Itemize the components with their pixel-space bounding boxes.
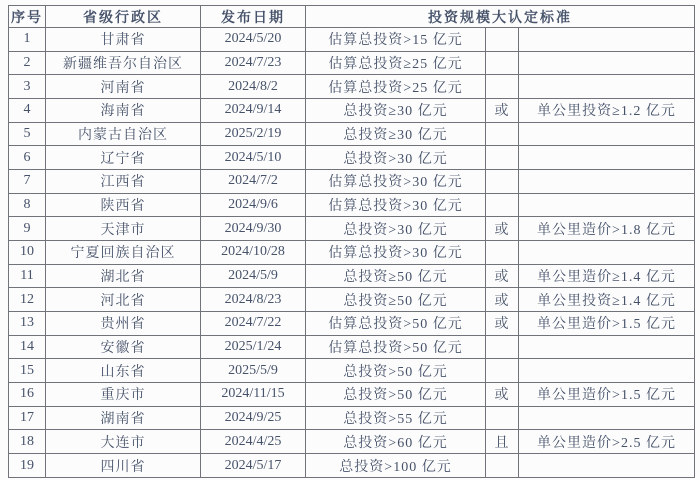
cell-serial: 19: [9, 454, 46, 478]
cell-criteria-alt: [519, 122, 695, 146]
table-row: [9, 193, 695, 217]
cell-criteria-alt: [519, 146, 695, 170]
cell-region: 安徽省: [46, 335, 201, 359]
cell-criteria-alt: 单公里投资≥1.4 亿元: [519, 288, 695, 312]
cell-criteria-main: 总投资≥50 亿元: [306, 264, 486, 288]
table-header: [9, 6, 695, 28]
cell-serial: 13: [9, 312, 46, 336]
cell-serial: 8: [9, 193, 46, 217]
cell-region: 大连市: [46, 430, 201, 454]
cell-conjunction: 或: [486, 312, 519, 336]
table-row: [9, 28, 695, 52]
cell-serial: 10: [9, 241, 46, 265]
table-row: [9, 122, 695, 146]
cell-date: 2024/7/22: [201, 312, 306, 336]
cell-criteria-main: 总投资>50 亿元: [306, 383, 486, 407]
header-row: [9, 6, 695, 28]
cell-criteria-main: 总投资≥30 亿元: [306, 99, 486, 123]
cell-date: 2025/2/19: [201, 122, 306, 146]
cell-serial: 3: [9, 75, 46, 99]
cell-date: 2024/9/6: [201, 193, 306, 217]
cell-region: 宁夏回族自治区: [46, 241, 201, 265]
cell-criteria-alt: [519, 406, 695, 430]
table-row: [9, 454, 695, 478]
cell-criteria-alt: [519, 75, 695, 99]
cell-criteria-main: 总投资>100 亿元: [306, 454, 486, 478]
cell-criteria-main: 总投资≥50 亿元: [306, 288, 486, 312]
cell-region: 海南省: [46, 99, 201, 123]
cell-criteria-alt: 单公里造价≥1.4 亿元: [519, 264, 695, 288]
cell-serial: 9: [9, 217, 46, 241]
cell-conjunction: [486, 241, 519, 265]
cell-region: 新疆维吾尔自治区: [46, 51, 201, 75]
cell-conjunction: [486, 122, 519, 146]
cell-serial: 16: [9, 383, 46, 407]
cell-region: 山东省: [46, 359, 201, 383]
table-row: [9, 146, 695, 170]
table-row: [9, 312, 695, 336]
table-row: [9, 51, 695, 75]
cell-criteria-alt: [519, 170, 695, 194]
table-row: [9, 406, 695, 430]
cell-serial: 11: [9, 264, 46, 288]
header-cell-date: 发布日期: [201, 6, 306, 28]
cell-date: 2024/7/23: [201, 51, 306, 75]
cell-conjunction: [486, 454, 519, 478]
cell-criteria-main: 估算总投资>50 亿元: [306, 312, 486, 336]
table-row: [9, 264, 695, 288]
cell-conjunction: 或: [486, 99, 519, 123]
cell-region: 湖北省: [46, 264, 201, 288]
cell-conjunction: 或: [486, 217, 519, 241]
table-row: [9, 241, 695, 265]
cell-serial: 14: [9, 335, 46, 359]
cell-conjunction: [486, 359, 519, 383]
cell-criteria-alt: [519, 193, 695, 217]
cell-date: 2024/8/2: [201, 75, 306, 99]
cell-criteria-main: 估算总投资>15 亿元: [306, 28, 486, 52]
cell-date: 2024/5/10: [201, 146, 306, 170]
table-row: [9, 430, 695, 454]
cell-criteria-alt: [519, 241, 695, 265]
cell-serial: 5: [9, 122, 46, 146]
cell-region: 河南省: [46, 75, 201, 99]
cell-date: 2024/9/30: [201, 217, 306, 241]
cell-criteria-alt: 单公里造价>1.5 亿元: [519, 312, 695, 336]
cell-conjunction: 或: [486, 383, 519, 407]
cell-conjunction: [486, 146, 519, 170]
cell-criteria-main: 总投资>30 亿元: [306, 217, 486, 241]
cell-serial: 6: [9, 146, 46, 170]
table-row: [9, 75, 695, 99]
cell-conjunction: [486, 170, 519, 194]
cell-criteria-alt: [519, 335, 695, 359]
cell-criteria-main: 总投资≥30 亿元: [306, 122, 486, 146]
cell-criteria-main: 总投资>55 亿元: [306, 406, 486, 430]
cell-region: 江西省: [46, 170, 201, 194]
cell-criteria-alt: [519, 454, 695, 478]
cell-conjunction: [486, 193, 519, 217]
cell-criteria-main: 总投资>50 亿元: [306, 359, 486, 383]
table-body: [9, 28, 695, 478]
cell-criteria-alt: [519, 359, 695, 383]
cell-criteria-alt: 单公里造价>1.8 亿元: [519, 217, 695, 241]
cell-criteria-main: 总投资>30 亿元: [306, 146, 486, 170]
cell-conjunction: [486, 406, 519, 430]
cell-criteria-main: 估算总投资>30 亿元: [306, 170, 486, 194]
table-row: [9, 217, 695, 241]
cell-criteria-main: 总投资>60 亿元: [306, 430, 486, 454]
cell-date: 2024/5/20: [201, 28, 306, 52]
table-row: [9, 99, 695, 123]
header-cell-region: 省级行政区: [46, 6, 201, 28]
cell-region: 河北省: [46, 288, 201, 312]
cell-region: 重庆市: [46, 383, 201, 407]
cell-criteria-alt: 单公里投资≥1.2 亿元: [519, 99, 695, 123]
cell-criteria-alt: 单公里造价>2.5 亿元: [519, 430, 695, 454]
cell-date: 2024/5/9: [201, 264, 306, 288]
cell-date: 2024/4/25: [201, 430, 306, 454]
cell-criteria-alt: [519, 28, 695, 52]
cell-date: 2024/10/28: [201, 241, 306, 265]
table-row: [9, 335, 695, 359]
cell-criteria-main: 估算总投资>50 亿元: [306, 335, 486, 359]
criteria-table: [8, 5, 695, 478]
cell-criteria-alt: 单公里造价>1.5 亿元: [519, 383, 695, 407]
table-row: [9, 170, 695, 194]
cell-serial: 18: [9, 430, 46, 454]
cell-region: 辽宁省: [46, 146, 201, 170]
cell-conjunction: [486, 75, 519, 99]
table-row: [9, 288, 695, 312]
cell-criteria-main: 估算总投资≥25 亿元: [306, 51, 486, 75]
cell-serial: 15: [9, 359, 46, 383]
cell-serial: 17: [9, 406, 46, 430]
header-cell-serial: 序号: [9, 6, 46, 28]
cell-serial: 1: [9, 28, 46, 52]
cell-conjunction: [486, 28, 519, 52]
cell-conjunction: 或: [486, 264, 519, 288]
cell-date: 2024/7/2: [201, 170, 306, 194]
cell-criteria-alt: [519, 51, 695, 75]
cell-conjunction: [486, 335, 519, 359]
cell-date: 2024/5/17: [201, 454, 306, 478]
header-cell-criteria: 投资规模大认定标准: [306, 6, 695, 28]
cell-criteria-main: 估算总投资>30 亿元: [306, 241, 486, 265]
cell-region: 甘肃省: [46, 28, 201, 52]
cell-date: 2024/9/25: [201, 406, 306, 430]
cell-conjunction: 且: [486, 430, 519, 454]
cell-serial: 2: [9, 51, 46, 75]
cell-criteria-main: 估算总投资>30 亿元: [306, 193, 486, 217]
cell-region: 四川省: [46, 454, 201, 478]
cell-date: 2024/11/15: [201, 383, 306, 407]
table-row: [9, 359, 695, 383]
cell-conjunction: 或: [486, 288, 519, 312]
cell-date: 2025/1/24: [201, 335, 306, 359]
cell-region: 陕西省: [46, 193, 201, 217]
cell-date: 2024/9/14: [201, 99, 306, 123]
cell-date: 2024/8/23: [201, 288, 306, 312]
cell-region: 湖南省: [46, 406, 201, 430]
cell-serial: 12: [9, 288, 46, 312]
cell-serial: 7: [9, 170, 46, 194]
cell-conjunction: [486, 51, 519, 75]
cell-region: 内蒙古自治区: [46, 122, 201, 146]
cell-region: 天津市: [46, 217, 201, 241]
cell-serial: 4: [9, 99, 46, 123]
criteria-table-container: [8, 5, 695, 478]
cell-criteria-main: 估算总投资>25 亿元: [306, 75, 486, 99]
cell-date: 2025/5/9: [201, 359, 306, 383]
table-row: [9, 383, 695, 407]
cell-region: 贵州省: [46, 312, 201, 336]
